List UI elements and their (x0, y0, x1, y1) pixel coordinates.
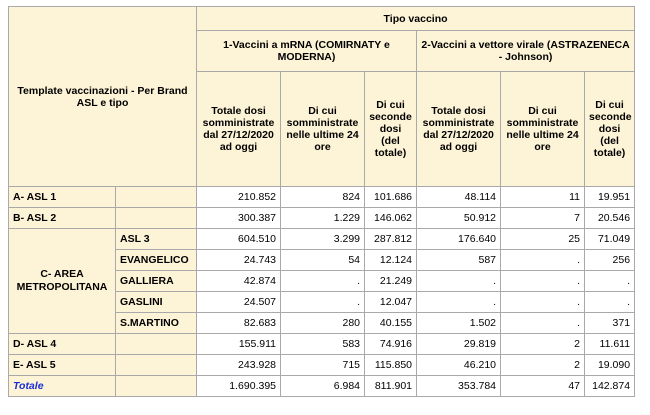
vettore-group-header: 2-Vaccini a vettore virale (ASTRAZENECA - Johnson) (417, 31, 635, 72)
mrna-ultime24: 824 (281, 187, 365, 208)
col-vettore-seconde: Di cui seconde dosi (del totale) (585, 72, 635, 187)
mrna-totale: 604.510 (197, 229, 281, 250)
vettore-totale: 353.784 (417, 376, 501, 397)
template-label: Template vaccinazioni - Per Brand ASL e tipo (9, 7, 197, 187)
mrna-ultime24: 280 (281, 313, 365, 334)
sub-label (116, 187, 197, 208)
vettore-totale: 29.819 (417, 334, 501, 355)
mrna-seconde: 146.062 (365, 208, 417, 229)
mrna-group-header: 1-Vaccini a mRNA (COMIRNATY e MODERNA) (197, 31, 417, 72)
vettore-totale: 48.114 (417, 187, 501, 208)
vettore-seconde: 256 (585, 250, 635, 271)
vettore-ultime24: . (501, 271, 585, 292)
mrna-totale: 300.387 (197, 208, 281, 229)
mrna-totale: 24.743 (197, 250, 281, 271)
vettore-ultime24: 47 (501, 376, 585, 397)
vettore-ultime24: 2 (501, 334, 585, 355)
mrna-totale: 24.507 (197, 292, 281, 313)
mrna-totale: 155.911 (197, 334, 281, 355)
table-row (9, 334, 635, 355)
area-label: A- ASL 1 (9, 187, 116, 208)
area-label: B- ASL 2 (9, 208, 116, 229)
vettore-ultime24: 11 (501, 187, 585, 208)
mrna-totale: 42.874 (197, 271, 281, 292)
col-vettore-ultime24: Di cui somministrate nelle ultime 24 ore (501, 72, 585, 187)
sub-label (116, 334, 197, 355)
mrna-totale: 243.928 (197, 355, 281, 376)
vettore-totale: 176.640 (417, 229, 501, 250)
col-mrna-seconde: Di cui seconde dosi (del totale) (365, 72, 417, 187)
mrna-ultime24: 715 (281, 355, 365, 376)
col-vettore-totale: Totale dosi somministrate dal 27/12/2020 ad oggi (417, 72, 501, 187)
vettore-seconde: 19.951 (585, 187, 635, 208)
mrna-seconde: 287.812 (365, 229, 417, 250)
vettore-ultime24: 2 (501, 355, 585, 376)
vettore-totale: 1.502 (417, 313, 501, 334)
vettore-ultime24: 7 (501, 208, 585, 229)
sub-label: GASLINI (116, 292, 197, 313)
mrna-seconde: 74.916 (365, 334, 417, 355)
vettore-totale: 50.912 (417, 208, 501, 229)
mrna-totale: 210.852 (197, 187, 281, 208)
vettore-totale: 587 (417, 250, 501, 271)
table-row (9, 229, 635, 250)
mrna-ultime24: 3.299 (281, 229, 365, 250)
area-label: D- ASL 4 (9, 334, 116, 355)
col-mrna-ultime24: Di cui somministrate nelle ultime 24 ore (281, 72, 365, 187)
mrna-ultime24: . (281, 271, 365, 292)
vettore-seconde: 20.546 (585, 208, 635, 229)
sub-label: S.MARTINO (116, 313, 197, 334)
total-row (9, 376, 635, 397)
mrna-ultime24: 6.984 (281, 376, 365, 397)
vettore-seconde: . (585, 292, 635, 313)
table-row (9, 187, 635, 208)
vettore-ultime24: . (501, 292, 585, 313)
table-row (9, 355, 635, 376)
vettore-ultime24: . (501, 250, 585, 271)
col-mrna-totale: Totale dosi somministrate dal 27/12/2020 ad oggi (197, 72, 281, 187)
area-label: E- ASL 5 (9, 355, 116, 376)
sub-label (116, 355, 197, 376)
mrna-ultime24: 583 (281, 334, 365, 355)
vettore-totale: . (417, 271, 501, 292)
mrna-seconde: 21.249 (365, 271, 417, 292)
sub-label: ASL 3 (116, 229, 197, 250)
mrna-seconde: 12.124 (365, 250, 417, 271)
vettore-ultime24: 25 (501, 229, 585, 250)
mrna-ultime24: 54 (281, 250, 365, 271)
sub-label: GALLIERA (116, 271, 197, 292)
area-label: C- AREA METROPOLITANA (9, 229, 116, 334)
mrna-totale: 82.683 (197, 313, 281, 334)
vettore-totale: 46.210 (417, 355, 501, 376)
total-label: Totale (9, 376, 116, 397)
mrna-ultime24: 1.229 (281, 208, 365, 229)
sub-label: EVANGELICO (116, 250, 197, 271)
vettore-seconde: 142.874 (585, 376, 635, 397)
mrna-seconde: 811.901 (365, 376, 417, 397)
tipo-vaccino-header: Tipo vaccino (197, 7, 635, 31)
table-row (9, 208, 635, 229)
vettore-seconde: 11.611 (585, 334, 635, 355)
sub-label (116, 376, 197, 397)
vettore-seconde: 19.090 (585, 355, 635, 376)
mrna-seconde: 101.686 (365, 187, 417, 208)
mrna-seconde: 40.155 (365, 313, 417, 334)
mrna-seconde: 115.850 (365, 355, 417, 376)
mrna-totale: 1.690.395 (197, 376, 281, 397)
vettore-seconde: 371 (585, 313, 635, 334)
vettore-seconde: . (585, 271, 635, 292)
vettore-ultime24: . (501, 313, 585, 334)
vettore-totale: . (417, 292, 501, 313)
mrna-ultime24: . (281, 292, 365, 313)
sub-label (116, 208, 197, 229)
mrna-seconde: 12.047 (365, 292, 417, 313)
vettore-seconde: 71.049 (585, 229, 635, 250)
vaccination-table (8, 6, 635, 397)
